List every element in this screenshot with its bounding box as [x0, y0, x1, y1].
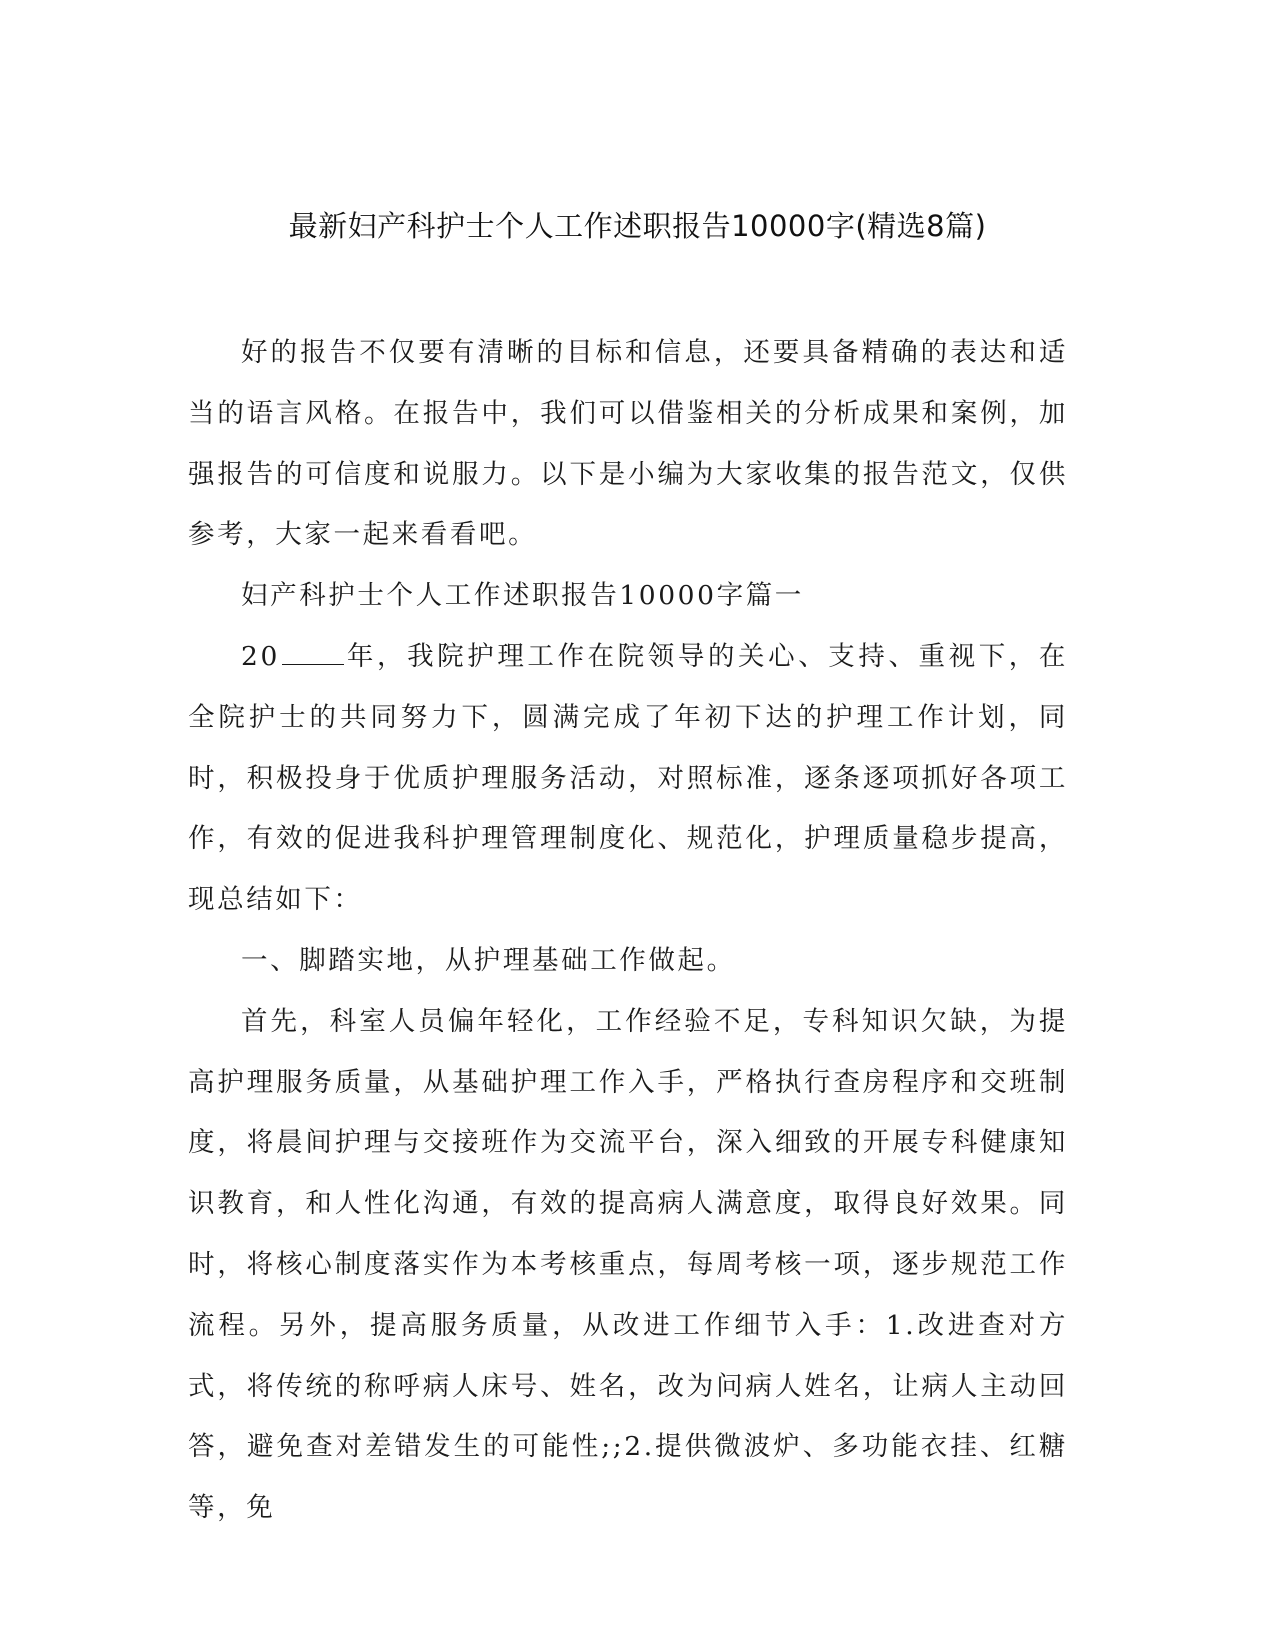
document-title: 最新妇产科护士个人工作述职报告10000字(精选8篇)	[288, 209, 987, 243]
year-blank-line	[282, 642, 344, 665]
paragraph-1	[188, 627, 1068, 931]
paragraph-1-text: 年，我院护理工作在院领导的关心、支持、重视下，在全院护士的共同努力下，圆满完成了年初下达的护理工作计划，同时，积极投身于优质护理服务活动，对照标准，逐条逐项抓好各项工作，有效的促进我科护理管理制度化、规范化，护理质量稳步提高，现总结如下：	[188, 640, 1068, 916]
intro-paragraph: 好的报告不仅要有清晰的目标和信息，还要具备精确的表达和适当的语言风格。在报告中，我们可以借鉴相关的分析成果和案例，加强报告的可信度和说服力。以下是小编为大家收集的报告范文，仅供参考，大家一起来看看吧。	[188, 337, 1068, 551]
section-title: 妇产科护士个人工作述职报告10000字篇一	[241, 580, 804, 612]
paragraph-2: 首先，科室人员偏年轻化，工作经验不足，专科知识欠缺，为提高护理服务质量，从基础护理工作入手，严格执行查房程序和交班制度，将晨间护理与交接班作为交流平台，深入细致的开展专科健康知识教育，和人性化沟通，有效的提高病人满意度，取得良好效果。同时，将核心制度落实作为本考核重点，每周考核一项，逐步规范工作流程。另外，提高服务质量，从改进工作细节入手：1.改进查对方式，将传统的称呼病人床号、姓名，改为问病人姓名，让病人主动回答，避免查对差错发生的可能性;;2.提供微波炉、多功能衣挂、红糖等，免	[188, 1005, 1068, 1524]
year-prefix: 20	[241, 640, 280, 672]
heading-1: 一、脚踏实地，从护理基础工作做起。	[241, 944, 736, 976]
document-body	[188, 323, 1068, 1539]
